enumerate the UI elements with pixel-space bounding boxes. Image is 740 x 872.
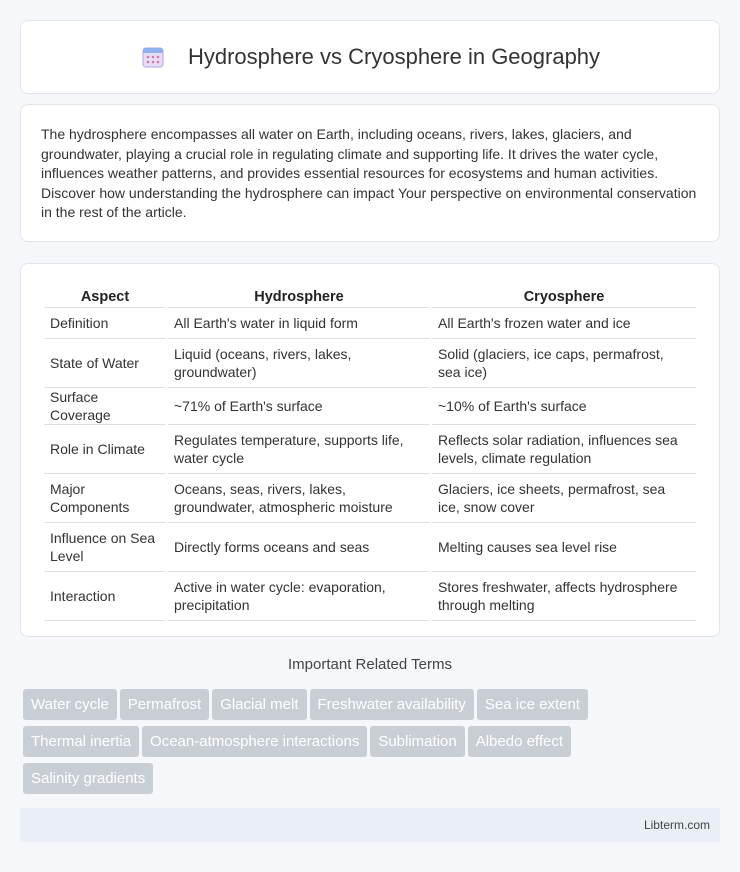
table-cell: All Earth's water in liquid form — [168, 308, 430, 339]
table-cell: Glaciers, ice sheets, permafrost, sea ice, snow cover — [432, 474, 696, 523]
table-cell: Surface Coverage — [44, 388, 166, 425]
table-cell: Definition — [44, 308, 166, 339]
table-row — [44, 388, 696, 425]
term-tag[interactable]: Freshwater availability — [310, 689, 474, 720]
table-row — [44, 339, 696, 388]
table-cell: Major Components — [44, 474, 166, 523]
table-cell: Solid (glaciers, ice caps, permafrost, sea ice) — [432, 339, 696, 388]
term-tag[interactable]: Permafrost — [120, 689, 209, 720]
table-cell: Active in water cycle: evaporation, precipitation — [168, 572, 430, 621]
calendar-grid-icon — [140, 44, 166, 70]
term-tag[interactable]: Water cycle — [23, 689, 117, 720]
term-tag[interactable]: Thermal inertia — [23, 726, 139, 757]
term-tag[interactable]: Sea ice extent — [477, 689, 588, 720]
table-cell: Interaction — [44, 572, 166, 621]
table-cell: Role in Climate — [44, 425, 166, 474]
term-tag[interactable]: Albedo effect — [468, 726, 571, 757]
table-row — [44, 572, 696, 621]
table-cell: All Earth's frozen water and ice — [432, 308, 696, 339]
table-cell: Melting causes sea level rise — [432, 523, 696, 572]
table-header-row — [44, 284, 696, 308]
table-cell: Stores freshwater, affects hydrosphere through melting — [432, 572, 696, 621]
table-cell: Influence on Sea Level — [44, 523, 166, 572]
term-tag[interactable]: Glacial melt — [212, 689, 306, 720]
table-row — [44, 425, 696, 474]
term-tag[interactable]: Salinity gradients — [23, 763, 153, 794]
table-cell: ~10% of Earth's surface — [432, 388, 696, 425]
table-row — [44, 474, 696, 523]
table-cell: Reflects solar radiation, influences sea levels, climate regulation — [432, 425, 696, 474]
footer — [20, 808, 720, 842]
table-row — [44, 308, 696, 339]
table-header-hydrosphere: Hydrosphere — [168, 284, 430, 308]
table-cell: ~71% of Earth's surface — [168, 388, 430, 425]
footer-site-link[interactable]: Libterm.com — [643, 818, 710, 832]
intro-text: The hydrosphere encompasses all water on Earth, including oceans, rivers, lakes, glaciers, and groundwater, playing a crucial role in regulating climate and supporting life. It drives the water cycle, influences weather patterns, and provides essential resources for ecosystems and human activities. Discover how understanding the hydrosphere can impact Your perspective on environmental conservation in the rest of the article. — [41, 126, 697, 221]
header-card — [20, 20, 720, 94]
table-cell: Directly forms oceans and seas — [168, 523, 430, 572]
comparison-table-card — [20, 263, 720, 637]
term-tag[interactable]: Sublimation — [370, 726, 464, 757]
comparison-table — [42, 284, 698, 621]
related-terms-tags — [23, 689, 723, 800]
related-terms-heading: Important Related Terms — [288, 656, 452, 673]
table-cell: Regulates temperature, supports life, water cycle — [168, 425, 430, 474]
table-header-cryosphere: Cryosphere — [432, 284, 696, 308]
intro-card — [20, 104, 720, 242]
table-cell: State of Water — [44, 339, 166, 388]
table-cell: Liquid (oceans, rivers, lakes, groundwater) — [168, 339, 430, 388]
table-row — [44, 523, 696, 572]
table-cell: Oceans, seas, rivers, lakes, groundwater, atmospheric moisture — [168, 474, 430, 523]
table-header-aspect: Aspect — [44, 284, 166, 308]
page-title: Hydrosphere vs Cryosphere in Geography — [187, 44, 601, 69]
term-tag[interactable]: Ocean-atmosphere interactions — [142, 726, 367, 757]
